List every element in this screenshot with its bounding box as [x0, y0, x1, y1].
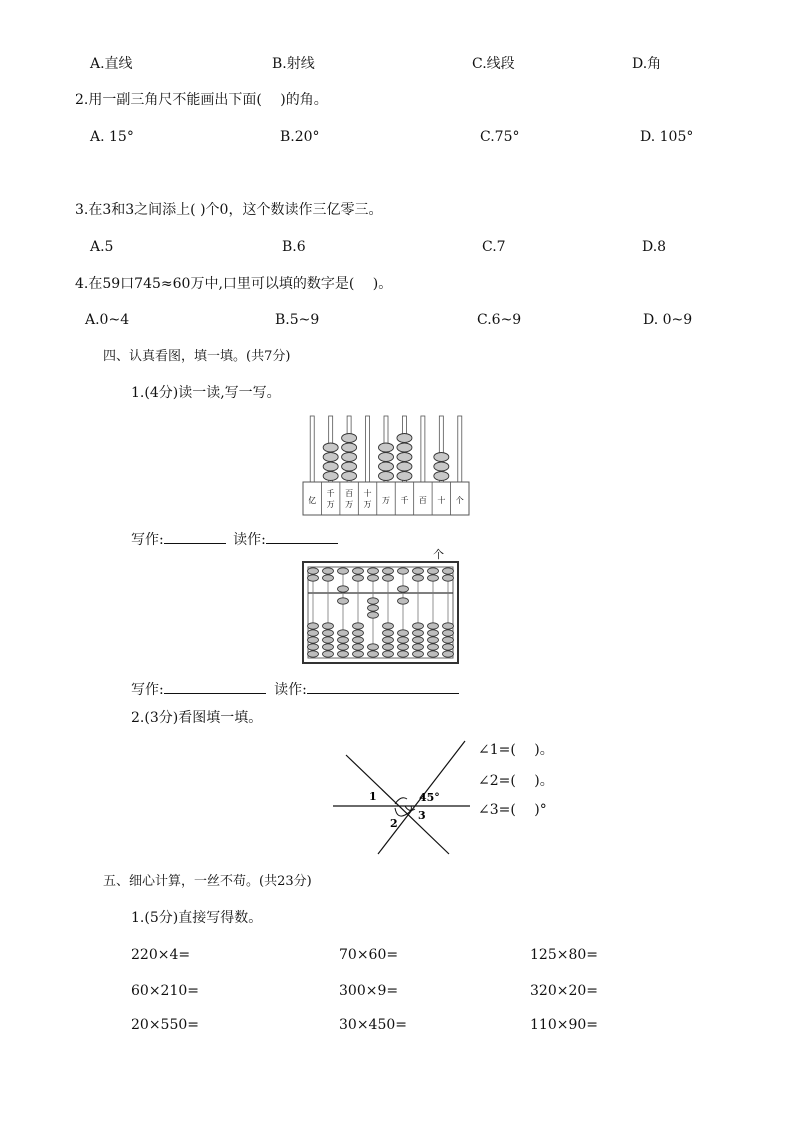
write-label: 写作:	[131, 682, 164, 698]
abacus1-place-label: 亿	[308, 496, 317, 505]
abacus2-bead	[323, 637, 334, 643]
abacus2-bead	[368, 644, 379, 650]
abacus2-bead	[308, 637, 319, 643]
abacus2-bead	[308, 575, 319, 581]
abacus1-bead	[342, 434, 357, 443]
abacus1-bead	[342, 472, 357, 481]
abacus2-bead	[338, 598, 349, 604]
abacus2-bead	[398, 630, 409, 636]
abacus2-bead	[308, 568, 319, 574]
write-blank-2[interactable]	[164, 679, 266, 694]
abacus2-bead	[368, 575, 379, 581]
abacus1-rod	[366, 416, 370, 482]
abacus2-bead	[323, 568, 334, 574]
abacus2-bead	[323, 644, 334, 650]
abacus1-rod	[458, 416, 462, 482]
abacus2-bead	[383, 623, 394, 629]
q2-stem: 2.用一副三角尺不能画出下面( )的角。	[75, 92, 328, 108]
abacus2-bead	[443, 651, 454, 657]
section4-sub1: 1.(4分)读一读,写一写。	[131, 385, 281, 401]
angle-label-2: 2	[390, 817, 398, 830]
abacus1-rod	[310, 416, 314, 482]
q3-stem: 3.在3和3之间添上( )个0，这个数读作三亿零三。	[75, 202, 383, 218]
read-label: 读作:	[233, 532, 266, 548]
abacus2-bead	[368, 612, 379, 618]
abacus1-place-label: 个	[455, 496, 464, 505]
abacus2-bead	[443, 644, 454, 650]
read-blank-2[interactable]	[307, 679, 459, 694]
q2-option-a: A. 15°	[90, 129, 134, 145]
abacus2-bead	[323, 651, 334, 657]
q3-option-c: C.7	[482, 239, 506, 255]
abacus-diagram-1	[303, 414, 469, 516]
abacus2-bead	[428, 568, 439, 574]
abacus-diagram-2	[302, 561, 459, 664]
abacus2-bead	[443, 568, 454, 574]
abacus2-bead	[443, 637, 454, 643]
abacus2-bead	[338, 644, 349, 650]
abacus2-bead	[308, 644, 319, 650]
abacus2-bead	[323, 575, 334, 581]
abacus1-bead	[379, 453, 394, 462]
abacus2-bead	[443, 575, 454, 581]
angle-answer-2: ∠2=( )。	[478, 773, 554, 789]
q1-option-c: C.线段	[472, 56, 515, 72]
abacus2-bead	[398, 568, 409, 574]
abacus2-unit-label: 个	[433, 548, 444, 561]
abacus2-bead	[428, 644, 439, 650]
angle-diagram	[333, 737, 473, 857]
abacus2-bead	[323, 630, 334, 636]
calc-row-2-col-2: 300×9=	[339, 983, 399, 999]
abacus1-place-label: 千	[326, 489, 335, 498]
abacus1-place-label: 万	[326, 500, 335, 509]
abacus2-bead	[338, 630, 349, 636]
abacus2-bead	[353, 651, 364, 657]
abacus1-place-label: 万	[363, 500, 372, 509]
abacus2-bead	[413, 644, 424, 650]
abacus1-bead	[342, 453, 357, 462]
write-label: 写作:	[131, 532, 164, 548]
q4-option-a: A.0~4	[85, 312, 130, 328]
abacus2-bead	[353, 575, 364, 581]
q4-stem: 4.在59口745≈60万中,口里可以填的数字是( )。	[75, 276, 393, 292]
abacus1-bead	[397, 434, 412, 443]
abacus2-bead	[308, 630, 319, 636]
abacus2-bead	[428, 651, 439, 657]
abacus1-bead	[434, 462, 449, 471]
abacus2-bead	[353, 644, 364, 650]
q1-option-a: A.直线	[90, 56, 133, 72]
section4-sub2: 2.(3分)看图填一填。	[131, 710, 263, 726]
write-blank-1[interactable]	[164, 529, 226, 544]
abacus2-bead	[443, 623, 454, 629]
abacus1-place-label: 万	[345, 500, 354, 509]
abacus2-bead	[383, 644, 394, 650]
angle-answer-3: ∠3=( )°	[478, 802, 547, 818]
abacus2-bead	[398, 598, 409, 604]
abacus2-bead	[398, 637, 409, 643]
abacus2-bead	[413, 651, 424, 657]
abacus2-bead	[353, 623, 364, 629]
abacus1-bead	[379, 472, 394, 481]
q4-option-b: B.5~9	[275, 312, 320, 328]
angle-label-45: 45°	[419, 791, 440, 804]
calc-row-1-col-2: 70×60=	[339, 947, 399, 963]
section4-title: 四、认真看图，填一填。(共7分)	[103, 349, 291, 364]
calc-row-1-col-1: 220×4=	[131, 947, 191, 963]
abacus2-bead	[338, 637, 349, 643]
section5-sub1: 1.(5分)直接写得数。	[131, 910, 263, 926]
abacus2-bead	[308, 651, 319, 657]
abacus1-place-label: 百	[418, 496, 427, 505]
abacus2-bead	[338, 568, 349, 574]
abacus2-bead	[383, 568, 394, 574]
abacus2-bead	[398, 586, 409, 592]
q3-option-d: D.8	[642, 239, 667, 255]
calc-row-2-col-1: 60×210=	[131, 983, 199, 999]
abacus1-place-label: 万	[382, 496, 390, 505]
abacus2-bead	[428, 637, 439, 643]
q2-option-b: B.20°	[280, 129, 320, 145]
abacus2-bead	[398, 644, 409, 650]
abacus1-bead	[434, 472, 449, 481]
abacus2-bead	[398, 651, 409, 657]
abacus2-bead	[338, 586, 349, 592]
abacus1-bead	[397, 453, 412, 462]
q1-option-d: D.角	[632, 56, 662, 72]
abacus1-bead	[397, 462, 412, 471]
abacus1-bead	[323, 453, 338, 462]
abacus1-place-label: 千	[400, 496, 409, 505]
abacus2-bead	[353, 637, 364, 643]
abacus2-bead	[383, 630, 394, 636]
write-label-2	[131, 679, 459, 697]
abacus2-bead	[413, 568, 424, 574]
abacus2-bead	[368, 605, 379, 611]
abacus2-bead	[383, 575, 394, 581]
abacus1-bead	[397, 443, 412, 452]
abacus2-bead	[368, 651, 379, 657]
abacus2-bead	[383, 651, 394, 657]
q3-option-a: A.5	[90, 239, 114, 255]
abacus2-bead	[383, 637, 394, 643]
abacus2-bead	[428, 630, 439, 636]
q2-option-d: D. 105°	[640, 129, 694, 145]
abacus1-place-label: 十	[437, 496, 446, 505]
abacus1-place-label: 百	[345, 489, 354, 498]
read-blank-1[interactable]	[266, 529, 338, 544]
abacus1-place-label: 十	[363, 489, 372, 498]
abacus2-bead	[368, 598, 379, 604]
abacus2-bead	[428, 623, 439, 629]
abacus2-bead	[338, 651, 349, 657]
q4-option-c: C.6~9	[477, 312, 522, 328]
abacus2-bead	[413, 575, 424, 581]
abacus1-bead	[434, 453, 449, 462]
abacus2-bead	[308, 623, 319, 629]
abacus1-bead	[379, 443, 394, 452]
calc-row-3-col-1: 20×550=	[131, 1017, 199, 1033]
abacus1-bead	[379, 462, 394, 471]
calc-row-3-col-2: 30×450=	[339, 1017, 407, 1033]
section5-title: 五、细心计算，一丝不苟。(共23分)	[103, 874, 312, 889]
angle-label-1: 1	[369, 790, 377, 803]
calc-row-3-col-3: 110×90=	[530, 1017, 598, 1033]
abacus1-bead	[323, 462, 338, 471]
abacus2-bead	[323, 623, 334, 629]
calc-row-2-col-3: 320×20=	[530, 983, 598, 999]
q2-option-c: C.75°	[480, 129, 520, 145]
abacus2-bead	[413, 637, 424, 643]
abacus1-bead	[323, 472, 338, 481]
abacus1-bead	[342, 462, 357, 471]
abacus2-bead	[428, 575, 439, 581]
read-label: 读作:	[274, 682, 307, 698]
abacus2-bead	[413, 623, 424, 629]
angle-answer-1: ∠1=( )。	[478, 742, 554, 758]
abacus1-bead	[342, 443, 357, 452]
q4-option-d: D. 0~9	[643, 312, 693, 328]
calc-row-1-col-3: 125×80=	[530, 947, 598, 963]
angle-label-3: 3	[418, 809, 426, 822]
abacus2-bead	[368, 568, 379, 574]
abacus1-bead	[323, 443, 338, 452]
q3-option-b: B.6	[282, 239, 306, 255]
abacus2-bead	[353, 568, 364, 574]
abacus2-bead	[413, 630, 424, 636]
abacus2-bead	[443, 630, 454, 636]
write-label-1	[131, 529, 338, 547]
abacus2-bead	[353, 630, 364, 636]
abacus1-rod	[421, 416, 425, 482]
abacus1-bead	[397, 472, 412, 481]
q1-option-b: B.射线	[272, 56, 315, 72]
